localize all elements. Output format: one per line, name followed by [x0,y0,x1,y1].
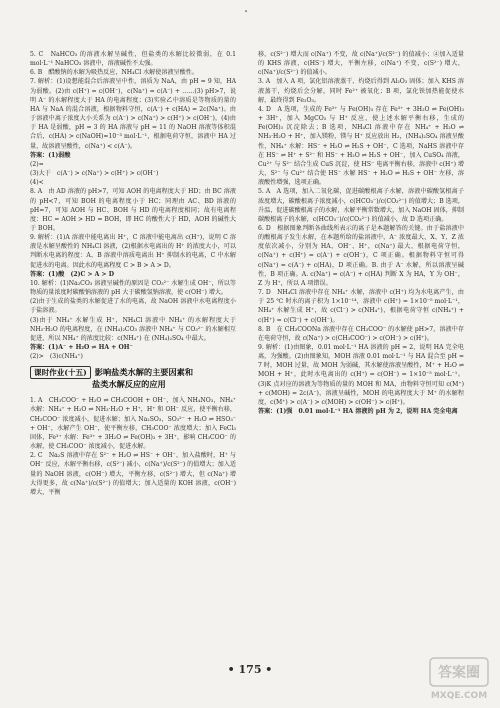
answer-paragraph: 10. 解析：(1)Na₂CO₃ 溶液呈碱性的原因是 CO₃²⁻ 水解生成 OH⁻，所以等物质的量浓度时碳酸钠溶液的 pH 大于碳酸氢钠溶液，使 c(OH⁻) 增大。 [30,279,236,297]
answer-paragraph: (3)由于 NH₄⁺ 水解生成 H⁺，NH₄Cl 溶液中 NH₄⁺ 的水解程度大于 NH₃·H₂O 的电离程度，在 (NH₄)₂CO₃ 溶液中 NH₄⁺ 与 CO₃²⁻ 的水解相互促进，所以 NH₄⁺ 的浓度比较：c(NH₄⁺) 在 (NH₄)₂SO₄ 中最大。 [30,316,236,342]
watermark-icon [428,656,490,702]
answer-paragraph: (4)< [30,179,44,187]
answer-paragraph: 6. D 根据图象判断各曲线所表示的离子是本题解答的关键。由于盐溶液中的酸根离子发生水解，在本题所给的盐溶液中，A⁻ 浓度最大，X、Y、Z 浓度依次减小，分别为 HA、OH⁻、H⁺，c(Na⁺) 最大，根据电荷守恒，c(Na⁺) + c(H⁺) = c(A⁻) + c(OH⁻)，C 项正确。根据物料守恒可得 c(Na⁺) = c(A⁻) + c(HA)，D 项正确。B. 由于 A⁻ 水解，所以溶液呈碱性，B 项正确。A. c(Na⁺) = c(A⁻) + c(HA) 判断 X 为 HA，Y 为 OH⁻，Z 为 H⁺，所以 A 项错误。 [258,224,464,287]
svg-text:答案圈: 答案圈 [438,665,480,681]
answer-paragraph: 8. A 由 AD 溶液的 pH>7，可知 AOH 的电离程度大于 HD；由 BC 溶液的 pH<7，可知 BOH 的电离程度小于 HC；同理由 AC、BD 溶液的 pH=7，可知 AOH 与 HC、BOH 与 HD 的电离程度相同；故有电离程度：HC = AOH > HD = BOH，即 HC 的酸性大于 HD，AOH 的碱性大于 BOH。 [30,188,236,232]
answer-paragraph: 移，c(S²⁻) 增大而 c(Na⁺) 不变，故 c(Na⁺)/c(S²⁻) 的值减小；④加入适量的 KHS 溶液，c(HS⁻) 增大，平衡左移，c(Na⁺) 不变，c(S²⁻) 增大，c(Na⁺)/c(S²⁻) 的值减小。 [258,51,464,77]
section-title-line1: 影响盐类水解的主要因素和 [94,367,194,378]
section-title-line2: 盐类水解反应的应用 [92,379,166,390]
answer-paragraph: (3)大于 c(A⁻) > c(Na⁺) > c(H⁺) > c(OH⁻) [30,170,159,178]
answer-paragraph: 9. 解析：(1)A 溶液中能电离出 H⁺，C 溶液中能电离出 c(H⁺)，说明 C 溶液是水解呈酸性的 NH₄Cl 溶液，(2)根据水电离出的 H⁺ 的浓度大小，可以判断水电离的程度：A、B 溶液中溶质电离出 H⁺ 抑制水的电离，C 中水解促进水的电离。因此水的电离程度 C > B > A > D。 [30,234,236,269]
answer-paragraph: (2)= [30,160,44,168]
page-number: • 175 • [227,663,273,676]
answer-paragraph: 答案：(1)酸 (2)C > A > D [30,270,115,278]
answer-paragraph: (2)> (3)c(NH₄⁺) [30,353,83,361]
top-mark: • [244,8,249,16]
answer-paragraph: 9. 解析：(1)由图象，0.01 mol·L⁻¹ HA 溶液的 pH = 2，说明 HA 完全电离，为强酸。(2)由图象知，MOH 溶液 0.01 mol·L⁻¹ 与 HA 混合至 pH = 7 时，MOH 过量，故 MOH 为弱碱，其水解使溶液呈酸性，M⁺ + H₂O ⇌ MOH + H⁺，此时水电离出的 c(H⁺) = c(OH⁻) = 1×10⁻⁵ mol·L⁻¹。(3)K 点对应的溶液为等物质的量的 MOH 和 MA，由物料守恒可知 c(M⁺) + c(MOH) = 2c(A⁻)，溶液呈碱性，MOH 的电离程度大于 M⁺ 的水解程度，c(M⁺) > c(A⁻) > c(MOH) > c(OH⁻) > c(H⁺)。 [258,344,464,406]
left-answers-after [30,396,236,497]
answer-paragraph: 5. A A 选项，加入二氧化碳，促进碳酸根离子水解，溶液中碳酸氢根离子浓度增大，碳酸根离子浓度减小，c(HCO₃⁻)/c(CO₃²⁻) 的值增大；B 选项，升温，促进碳酸根离子的水解，水解平衡常数增大，加入 NaOH 固体，抑制碳酸根离子的水解，c(HCO₃⁻)/c(CO₃²⁻) 的值减小，故 D 选项正确。 [258,188,464,223]
answer-paragraph: 7. 解析：(1)设想能混合后溶液呈中性，溶质为 NaA，由 pH = 9 知，HA 为弱酸。(2)由 c(H⁺) = c(OH⁻)，c(Na⁺) = c(A⁻) + ……(3) pH>7，说明 A⁻ 的水解程度大于 HA 的电离程度；(3)实验乙中溶质是等物质的量的 HA 与 NaA 的混合溶液，根据物料守恒，c(A⁻) + c(HA) = 2c(Na⁺)。由于溶液中离子浓度大小关系为 c(A⁻) > c(Na⁺) > c(H⁺) > c(OH⁻)，(4)由于 HA 是弱酸，pH = 3 的 HA 溶液与 pH = 11 的 NaOH 溶液等体积混合后，c(HA) > c(NaOH)=10⁻³ mol·L⁻¹，根据电荷守恒，溶液中 HA 过量，故溶液呈酸性，c(Na⁺) < c(A⁻)。 [30,78,236,150]
answer-paragraph: 3. A 加入 A 项，氯化铝溶液蒸干、灼烧后得到 Al₂O₃ 固体；加入 KHS 溶液蒸干，灼烧后会分解，同时 Fe²⁺ 被氧化；B 项，氯化铁加热能促使水解，最终得到 Fe₂O₃。 [258,78,464,104]
answer-paragraph: 5. C NaHCO₃ 的溶液水解呈碱性，但盐类的水解比较微弱，在 0.1 mol·L⁻¹ NaHCO₃ 溶液中，溶液碱性不太强。 [30,51,236,68]
left-column [30,50,236,497]
answer-paragraph: 7. D NH₄Cl 溶液中存在 NH₄⁺ 水解，溶液中 c(H⁺) 均为水电离产生，由于 25 ℃ 时水的离子积为 1×10⁻¹⁴，溶液中 c(H⁺) = 1×10⁻⁵ mol·L⁻¹，NH₄⁺ 水解生成 H⁺，故 c(Cl⁻) > c(NH₄⁺)，根据电荷守恒 c(NH₄⁺) + c(H⁺) = c(Cl⁻) + c(OH⁻)。 [258,289,464,324]
answer-paragraph: 答案：(1)弱酸 [30,151,71,159]
answer-paragraph: 2. C Na₂S 溶液中存在 S²⁻ + H₂O ⇌ HS⁻ + OH⁻，加入盐酸时，H⁺ 与 OH⁻ 反应，水解平衡右移，c(S²⁻) 减小，c(Na⁺)/c(S²⁻) 的值增大；加入适量的 NaOH 溶液，c(OH⁻) 增大，平衡左移，c(S²⁻) 增大，但 c(Na⁺) 增大得更多，故 c(Na⁺)/c(S²⁻) 的值增大；加入适量的 KOH 溶液，c(OH⁻) 增大，平衡 [30,452,236,496]
answer-paragraph: 答案：(1)A⁻ + H₂O ⇌ HA + OH⁻ [30,344,133,351]
answer-paragraph: 6. B 醋酸钠的水解为吸热反应，NH₄Cl 水解使溶液呈酸性。 [30,69,198,77]
watermark-logo [428,656,490,702]
answer-paragraph: 8. B 在 CH₃COONa 溶液中存在 CH₃COO⁻ 的水解使 pH>7，溶液中存在电荷守恒，故 c(Na⁺) > c(CH₃COO⁻) > c(OH⁻) > c(H⁺)。 [258,325,464,342]
answer-paragraph: 1. A CH₃COO⁻ + H₂O ⇌ CH₃COOH + OH⁻，加入 NH₄NO₃，NH₄⁺ 水解：NH₄⁺ + H₂O ⇌ NH₃·H₂O + H⁺，H⁺ 和 OH⁻ 反应，使平衡右移，CH₃COO⁻ 浓度减小，促进水解；加入 Na₂SO₃，SO₃²⁻ + H₂O ⇌ HSO₃⁻ + OH⁻，水解产生 OH⁻，使平衡左移，CH₃COO⁻ 浓度增大；加入 FeCl₃ 固体，Fe³⁺ 水解：Fe³⁺ + 3H₂O ⇌ Fe(OH)₃ + 3H⁺，影响 CH₃COO⁻ 的水解，使 CH₃COO⁻ 浓度减小，促进水解。 [30,397,236,451]
answer-paragraph: (2)由于生成的盐类的水解促进了水的电离，故 NaOH 溶液中水电离程度小于盐溶液。 [30,298,236,315]
section-tag: 课时作业(十五) [30,366,91,379]
left-answers [30,50,236,361]
svg-text:MXQE.COM: MXQE.COM [430,691,488,701]
right-answers [258,50,464,416]
answer-paragraph: 4. D A 选项，生成的 Fe³⁺ 与 Fe(OH)₃ 存在 Fe³⁺ + 3H₂O ⇌ Fe(OH)₃ + 3H⁺，加入 MgCO₃ 与 H⁺ 反应，使上述水解平衡右移，生成的 Fe(OH)₃ 沉淀除去；B 选项，NH₄Cl 溶液中存在 NH₄⁺ + H₂O ⇌ NH₃·H₂O + H⁺，加入镁粉，镁与 H⁺ 反应放出 H₂，(NH₄)₂SO₄ 溶液呈酸性，NH₄⁺ 水解：HS⁻ + H₂O ⇌ H₂S + OH⁻，C 选项，NaHS 溶液中存在 HS⁻ ⇌ H⁺ + S²⁻ 和 HS⁻ + H₂O ⇌ H₂S + OH⁻，加入 CuSO₄ 溶液，Cu²⁺ 与 S²⁻ 结合生成 CuS 沉淀，使 HS⁻ 电离平衡右移，溶液中 c(H⁺) 增大，S²⁻ 与 Cu²⁺ 结合使 HS⁻ 水解 HS⁻ + H₂O ⇌ H₂S + OH⁻ 左移，溶液酸性增强，选项正确。 [258,105,464,187]
answer-paragraph: 答案：(1)强 0.01 mol·L⁻¹ HA 溶液的 pH 为 2，说明 HA 完全电离 [258,408,458,416]
right-column [258,50,464,416]
section-heading [30,364,236,392]
